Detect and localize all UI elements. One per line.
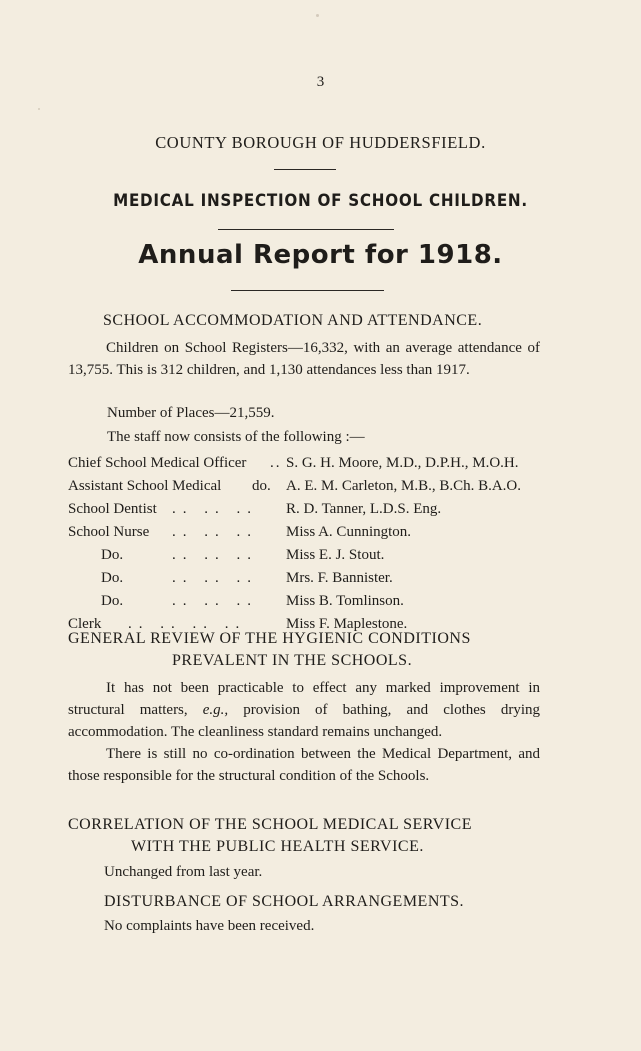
hygienic-text-eg: e.g., bbox=[202, 702, 229, 718]
staff-role: School Nurse bbox=[68, 524, 150, 540]
staff-name: Miss F. Maplestone. bbox=[286, 616, 408, 632]
staff-role: Chief School Medical Officer bbox=[68, 455, 247, 471]
section-heading-hygienic-line1: GENERAL REVIEW OF THE HYGIENIC CONDITIONS bbox=[68, 630, 471, 647]
staff-name: A. E. M. Carleton, M.B., B.Ch. B.A.O. bbox=[286, 478, 522, 494]
leader-dots: .. bbox=[270, 455, 282, 471]
section-heading-disturbance: DISTURBANCE OF SCHOOL ARRANGEMENTS. bbox=[104, 893, 465, 910]
leader-dots: .. .. .. bbox=[172, 547, 258, 563]
hygienic-text-b: provision of bathing, and clothes drying accommodation. The cleanliness standard remains unchanged. bbox=[68, 702, 540, 740]
staff-row bbox=[0, 547, 641, 569]
leader-dots: .. .. .. .. bbox=[128, 616, 247, 632]
staff-role: Do. bbox=[101, 593, 124, 609]
staff-role: School Dentist bbox=[68, 501, 157, 517]
staff-role: Clerk bbox=[68, 616, 102, 632]
subtitle-heading: MEDICAL INSPECTION OF SCHOOL CHILDREN. bbox=[113, 191, 528, 210]
staff-role: Do. bbox=[101, 547, 124, 563]
staff-row bbox=[0, 570, 641, 592]
staff-intro: The staff now consists of the following :— bbox=[107, 429, 365, 445]
county-heading: COUNTY BOROUGH OF HUDDERSFIELD. bbox=[155, 133, 486, 152]
staff-role: Do. bbox=[101, 570, 124, 586]
staff-name: Miss A. Cunnington. bbox=[286, 524, 412, 540]
hygienic-text-2: There is still no co-ordination between the Medical Department, and those responsible for the structural condition of the Schools. bbox=[68, 746, 540, 784]
divider-rule bbox=[274, 169, 336, 170]
registers-paragraph bbox=[68, 337, 540, 381]
paper-spot bbox=[316, 14, 319, 17]
section-heading-correlation-line1: CORRELATION OF THE SCHOOL MEDICAL SERVICE bbox=[68, 816, 472, 833]
hygienic-paragraph-2 bbox=[68, 743, 540, 787]
leader-dots: do. bbox=[252, 478, 271, 494]
staff-role: Assistant School Medical bbox=[68, 478, 222, 494]
staff-row bbox=[0, 524, 641, 546]
staff-name: Miss B. Tomlinson. bbox=[286, 593, 404, 609]
leader-dots: .. .. .. bbox=[172, 570, 258, 586]
leader-dots: .. .. .. bbox=[172, 593, 258, 609]
staff-name: R. D. Tanner, L.D.S. Eng. bbox=[286, 501, 442, 517]
registers-text: Children on School Registers—16,332, with an average attendance of 13,755. This is 312 children, and 1,130 attendances less than 1917. bbox=[68, 340, 540, 378]
leader-dots: .. .. .. bbox=[172, 501, 258, 517]
section-heading-correlation-line2: WITH THE PUBLIC HEALTH SERVICE. bbox=[131, 838, 424, 855]
staff-name: Miss E. J. Stout. bbox=[286, 547, 385, 563]
staff-row bbox=[0, 455, 641, 477]
correlation-text: Unchanged from last year. bbox=[104, 864, 263, 880]
places-line: Number of Places—21,559. bbox=[107, 405, 275, 421]
divider-rule bbox=[218, 229, 394, 230]
report-title: Annual Report for 1918. bbox=[138, 240, 503, 270]
disturbance-text: No complaints have been received. bbox=[104, 918, 315, 934]
staff-row bbox=[0, 593, 641, 615]
hygienic-paragraph-1 bbox=[68, 677, 540, 743]
leader-dots: .. .. .. bbox=[172, 524, 258, 540]
section-heading-hygienic-line2: PREVALENT IN THE SCHOOLS. bbox=[172, 652, 413, 669]
staff-name: S. G. H. Moore, M.D., D.P.H., M.O.H. bbox=[286, 455, 519, 471]
staff-row bbox=[0, 478, 641, 500]
section-heading-accommodation: SCHOOL ACCOMMODATION AND ATTENDANCE. bbox=[103, 312, 483, 329]
staff-row bbox=[0, 501, 641, 523]
staff-name: Mrs. F. Bannister. bbox=[286, 570, 393, 586]
hygienic-text-a: It has not been practicable to effect any marked improvement in structural matters, bbox=[68, 680, 540, 718]
paper-spot bbox=[38, 108, 40, 110]
divider-rule bbox=[231, 290, 384, 291]
page-number: 3 bbox=[316, 74, 325, 90]
